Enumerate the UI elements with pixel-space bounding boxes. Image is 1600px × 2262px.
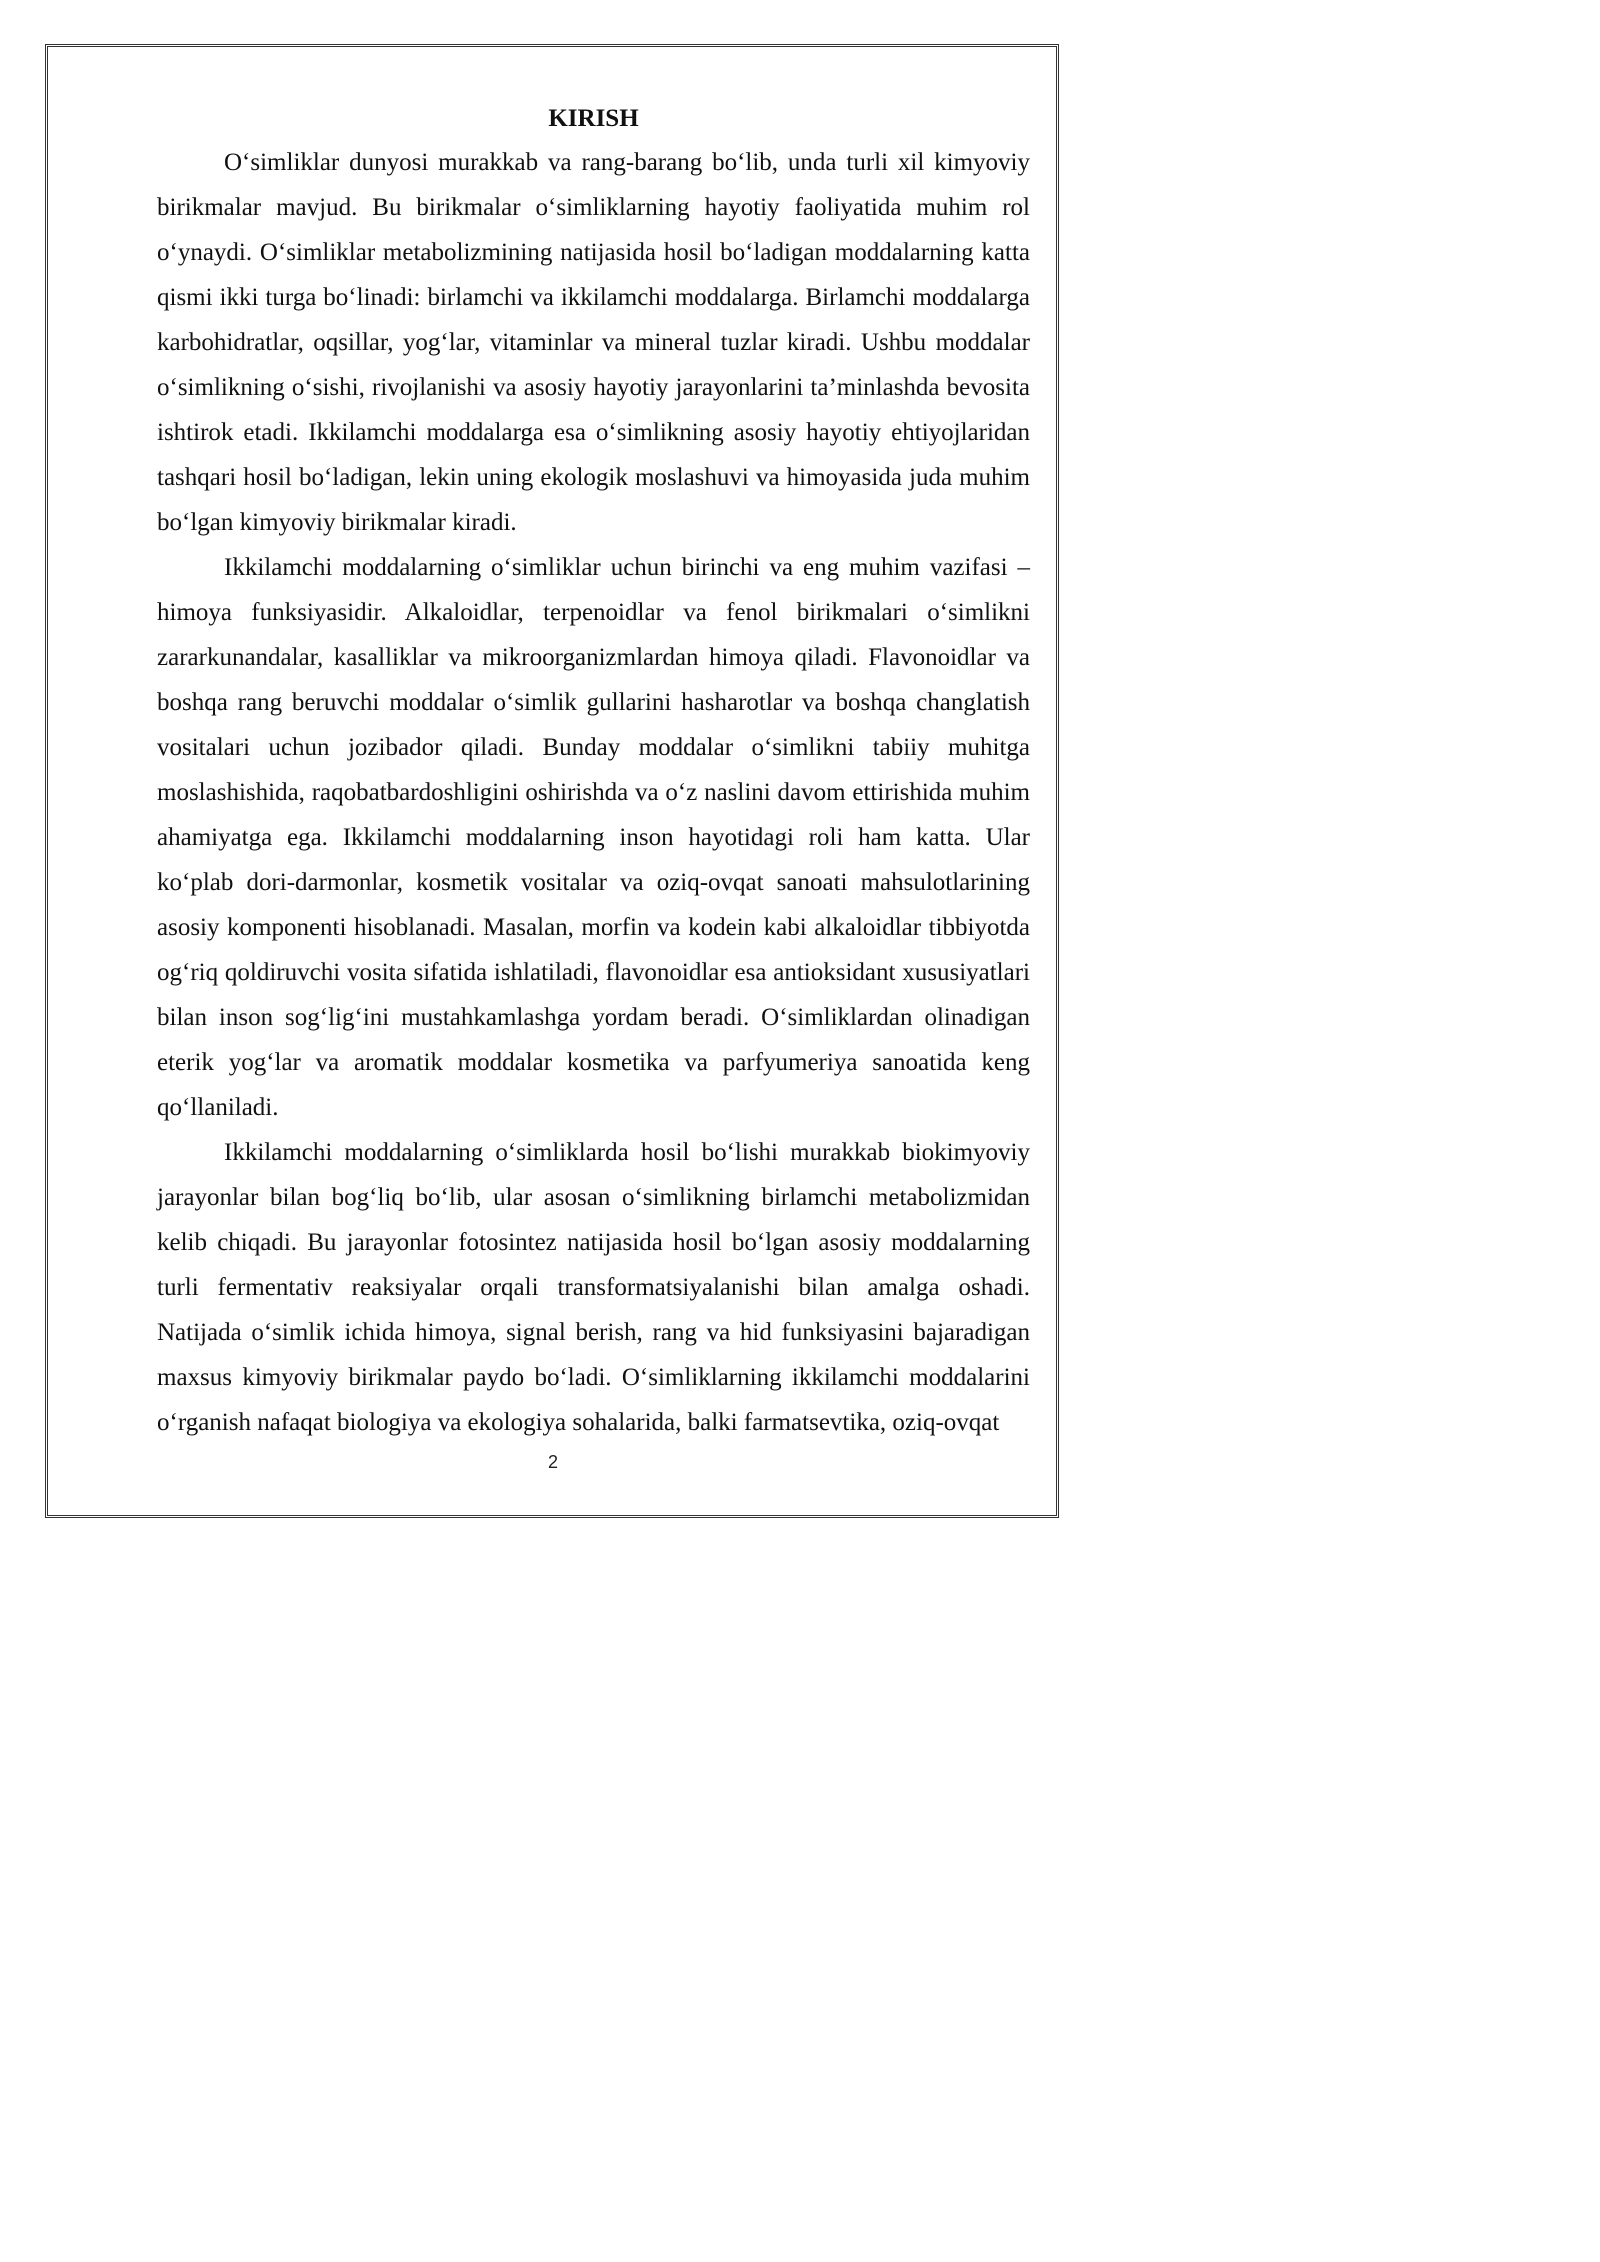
document-body xyxy=(157,98,1030,1445)
paragraph-2: Ikkilamchi moddalarning o‘simliklar uchun birinchi va eng muhim vazifasi – himoya funksiyasidir. Alkaloidlar, terpenoidlar va fenol birikmalari o‘simlikni zararkunandalar, kasalliklar va mikroorganizmlardan himoya qiladi. Flavonoidlar va boshqa rang beruvchi moddalar o‘simlik gullarini hasharotlar va boshqa changlatish vositalari uchun jozibador qiladi. Bunday moddalar o‘simlikni tabiiy muhitga moslashishida, raqobatbardoshligini oshirishda va o‘z naslini davom ettirishida muhim ahamiyatga ega. Ikkilamchi moddalarning inson hayotidagi roli ham katta. Ular ko‘plab dori-darmonlar, kosmetik vositalar va oziq-ovqat sanoati mahsulotlarining asosiy komponenti hisoblanadi. Masalan, morfin va kodein kabi alkaloidlar tibbiyotda og‘riq qoldiruvchi vosita sifatida ishlatiladi, flavonoidlar esa antioksidant xususiyatlari bilan inson sog‘lig‘ini mustahkamlashga yordam beradi. O‘simliklardan olinadigan eterik yog‘lar va aromatik moddalar kosmetika va parfyumeriya sanoatida keng qo‘llaniladi. xyxy=(157,554,1030,1121)
page-number: 2 xyxy=(547,1452,558,1472)
paragraph-3: Ikkilamchi moddalarning o‘simliklarda hosil bo‘lishi murakkab biokimyoviy jarayonlar bilan bog‘liq bo‘lib, ular asosan o‘simlikning birlamchi metabolizmidan kelib chiqadi. Bu jarayonlar fotosintez natijasida hosil bo‘lgan asosiy moddalarning turli fermentativ reaksiyalar orqali transformatsiyalanishi bilan amalga oshadi. Natijada o‘simlik ichida himoya, signal berish, rang va hid funksiyasini bajaradigan maxsus kimyoviy birikmalar paydo bo‘ladi. O‘simliklarning ikkilamchi moddalarini o‘rganish nafaqat biologiya va ekologiya sohalarida, balki farmatsevtika, oziq-ovqat xyxy=(157,1139,1030,1436)
paragraph-1: O‘simliklar dunyosi murakkab va rang-barang bo‘lib, unda turli xil kimyoviy birikmalar mavjud. Bu birikmalar o‘simliklarning hayotiy faoliyatida muhim rol o‘ynaydi. O‘simliklar metabolizmining natijasida hosil bo‘ladigan moddalarning katta qismi ikki turga bo‘linadi: birlamchi va ikkilamchi moddalarga. Birlamchi moddalarga karbohidratlar, oqsillar, yog‘lar, vitaminlar va mineral tuzlar kiradi. Ushbu moddalar o‘simlikning o‘sishi, rivojlanishi va asosiy hayotiy jarayonlarini ta’minlashda bevosita ishtirok etadi. Ikkilamchi moddalarga esa o‘simlikning asosiy hayotiy ehtiyojlaridan tashqari hosil bo‘ladigan, lekin uning ekologik moslashuvi va himoyasida juda muhim bo‘lgan kimyoviy birikmalar kiradi. xyxy=(157,149,1030,536)
document-title: KIRISH xyxy=(548,105,639,132)
